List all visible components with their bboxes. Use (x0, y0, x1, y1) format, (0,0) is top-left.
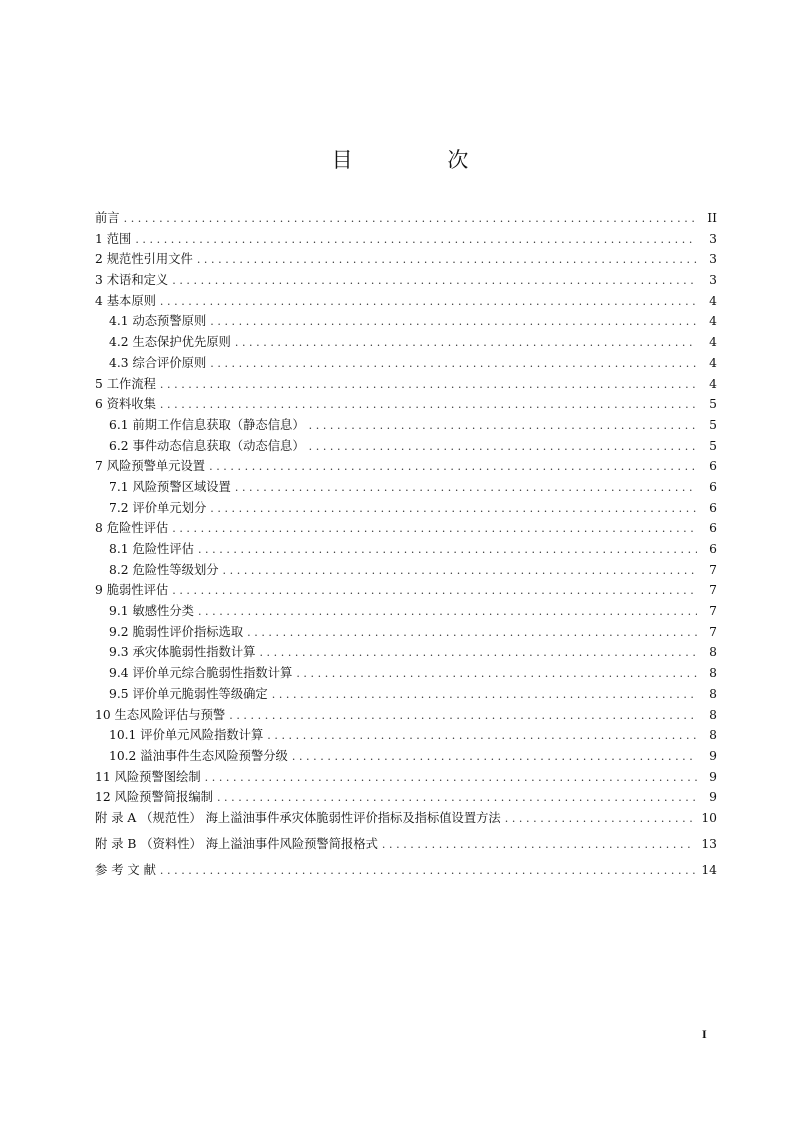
toc-entry[interactable] (95, 477, 717, 498)
toc-entry[interactable] (95, 725, 717, 746)
toc-leader-dots (259, 646, 697, 659)
toc-leader-dots (272, 688, 697, 701)
toc-entry-label: 6 资料收集 (95, 397, 156, 412)
toc-leader-dots (229, 709, 697, 722)
toc-entry[interactable] (95, 415, 717, 436)
toc-entry-label: 附 录 A （规范性） 海上溢油事件承灾体脆弱性评价指标及指标值设置方法 (95, 810, 501, 825)
toc-entry-page: 6 (709, 479, 717, 494)
toc-entry[interactable] (95, 436, 717, 457)
toc-entry-label: 9.1 敏感性分类 (109, 604, 194, 619)
toc-leader-dots (296, 667, 697, 680)
toc-entry[interactable] (95, 291, 717, 312)
toc-entry-page: 6 (709, 542, 717, 556)
toc-entry-page: 9 (709, 790, 717, 805)
toc-entry-page: 7 (709, 624, 717, 639)
toc-leader-dots (198, 605, 697, 618)
toc-leader-dots (235, 481, 697, 494)
toc-entry-label: 4.1 动态预警原则 (109, 314, 207, 329)
toc-entry[interactable] (95, 860, 717, 886)
toc-entry[interactable] (95, 539, 717, 560)
toc-entry-page: 3 (709, 252, 717, 267)
toc-leader-dots (205, 771, 697, 784)
toc-leader-dots (210, 357, 697, 370)
toc-entry[interactable] (95, 767, 717, 788)
toc-entry[interactable] (95, 270, 717, 291)
toc-leader-dots (309, 440, 697, 453)
toc-entry-page: 5 (709, 417, 717, 432)
toc-entry-page: 4 (709, 355, 717, 370)
toc-entry-label: 7.1 风险预警区域设置 (109, 479, 231, 494)
toc-leader-dots (382, 838, 695, 851)
toc-entry-page: 6 (709, 459, 717, 474)
toc-entry[interactable] (95, 622, 717, 643)
toc-entry-page: 9 (709, 748, 717, 763)
page-number: I (702, 1027, 707, 1041)
toc-entry[interactable] (95, 332, 717, 353)
toc-leader-dots (124, 212, 697, 225)
toc-entry-label: 6.1 前期工作信息获取（静态信息） (109, 417, 305, 432)
toc-entry-page: 6 (709, 521, 717, 536)
toc-entry[interactable] (95, 374, 717, 395)
toc-entry-label: 12 风险预警简报编制 (95, 790, 213, 805)
toc-entry-page: 7 (709, 604, 717, 619)
toc-entry-label: 4 基本原则 (95, 293, 156, 308)
toc-entry-page: 13 (701, 836, 717, 851)
toc-leader-dots (160, 864, 695, 877)
toc-entry-page: 4 (709, 335, 717, 350)
toc-entry[interactable] (95, 808, 717, 834)
toc-entry[interactable] (95, 580, 717, 601)
toc-entry-page: 9 (709, 769, 717, 784)
toc-entry[interactable] (95, 705, 717, 726)
toc-entry-page: 7 (709, 562, 717, 577)
toc-entry-page: 8 (709, 686, 717, 701)
toc-entry-label: 6.2 事件动态信息获取（动态信息） (109, 438, 305, 453)
toc-leader-dots (135, 233, 697, 246)
toc-entry[interactable] (95, 353, 717, 374)
toc-entry-label: 8 危险性评估 (95, 521, 169, 536)
toc-entry-page: 4 (709, 314, 717, 329)
toc-entry[interactable] (95, 787, 717, 808)
toc-entry-label: 9.5 评价单元脆弱性等级确定 (109, 686, 268, 701)
toc-leader-dots (172, 584, 697, 597)
toc-leader-dots (217, 791, 697, 804)
toc-entry[interactable] (95, 229, 717, 250)
toc-leader-dots (210, 315, 697, 328)
toc-leader-dots (210, 502, 697, 515)
toc-entry-label: 前言 (95, 211, 120, 225)
toc-entry-page: 8 (709, 645, 717, 660)
table-of-contents (95, 208, 717, 886)
toc-entry-page: 14 (701, 862, 717, 877)
toc-entry[interactable] (95, 746, 717, 767)
toc-entry-page: 4 (709, 376, 717, 391)
toc-leader-dots (160, 398, 697, 411)
toc-entry-label: 2 规范性引用文件 (95, 252, 193, 267)
toc-leader-dots (309, 419, 697, 432)
toc-entry[interactable] (95, 642, 717, 663)
toc-entry-page: 8 (709, 666, 717, 681)
toc-entry-page: 7 (709, 583, 717, 598)
toc-entry-label: 附 录 B （资料性） 海上溢油事件风险预警简报格式 (95, 836, 378, 851)
toc-entry-label: 10 生态风险评估与预警 (95, 707, 226, 722)
toc-entry-label: 参 考 文 献 (95, 862, 156, 877)
toc-entry[interactable] (95, 394, 717, 415)
toc-entry[interactable] (95, 663, 717, 684)
toc-entry-label: 9.4 评价单元综合脆弱性指数计算 (109, 666, 293, 681)
toc-entry[interactable] (95, 684, 717, 705)
toc-entry-label: 3 术语和定义 (95, 273, 169, 288)
page-title: 目 次 (331, 148, 513, 172)
toc-entry-label: 8.2 危险性等级划分 (109, 562, 219, 577)
toc-entry[interactable] (95, 518, 717, 539)
toc-entry-label: 5 工作流程 (95, 376, 156, 391)
toc-entry-label: 9 脆弱性评估 (95, 583, 169, 598)
toc-leader-dots (172, 274, 697, 287)
toc-entry[interactable] (95, 498, 717, 519)
toc-entry[interactable] (95, 834, 717, 860)
toc-entry-label: 8.1 危险性评估 (109, 542, 194, 556)
toc-entry-label: 10.2 溢油事件生态风险预警分级 (109, 748, 288, 763)
toc-leader-dots (198, 543, 697, 556)
toc-entry-page: 5 (709, 438, 717, 453)
toc-leader-dots (505, 812, 696, 825)
toc-leader-dots (247, 626, 697, 639)
toc-entry[interactable] (95, 208, 717, 229)
toc-leader-dots (267, 729, 697, 742)
toc-leader-dots (172, 522, 697, 535)
toc-leader-dots (209, 460, 697, 473)
toc-entry[interactable] (95, 456, 717, 477)
toc-entry-label: 1 范围 (95, 231, 132, 246)
toc-leader-dots (160, 378, 697, 391)
toc-entry-page: 8 (709, 707, 717, 722)
toc-entry-label: 4.2 生态保护优先原则 (109, 335, 231, 350)
toc-entry-page: 8 (709, 728, 717, 743)
toc-entry-page: 5 (709, 397, 717, 412)
toc-entry-page: 4 (709, 293, 717, 308)
toc-entry[interactable] (95, 249, 717, 270)
toc-entry-page: 3 (709, 273, 717, 288)
toc-entry-label: 9.3 承灾体脆弱性指数计算 (109, 645, 256, 660)
toc-entry-page: II (707, 211, 717, 225)
toc-leader-dots (235, 336, 697, 349)
toc-leader-dots (197, 253, 697, 266)
toc-leader-dots (223, 564, 697, 577)
toc-entry-label: 4.3 综合评价原则 (109, 355, 207, 370)
toc-entry-page: 10 (701, 810, 717, 825)
toc-entry[interactable] (95, 311, 717, 332)
toc-leader-dots (160, 295, 697, 308)
toc-entry-label: 11 风险预警图绘制 (95, 769, 201, 784)
toc-entry[interactable] (95, 601, 717, 622)
toc-entry-page: 3 (709, 231, 717, 246)
toc-entry-page: 6 (709, 500, 717, 515)
toc-entry[interactable] (95, 560, 717, 581)
toc-leader-dots (292, 750, 697, 763)
toc-entry-label: 10.1 评价单元风险指数计算 (109, 728, 264, 743)
toc-entry-label: 7 风险预警单元设置 (95, 459, 206, 474)
toc-entry-label: 7.2 评价单元划分 (109, 500, 207, 515)
toc-entry-label: 9.2 脆弱性评价指标选取 (109, 624, 244, 639)
